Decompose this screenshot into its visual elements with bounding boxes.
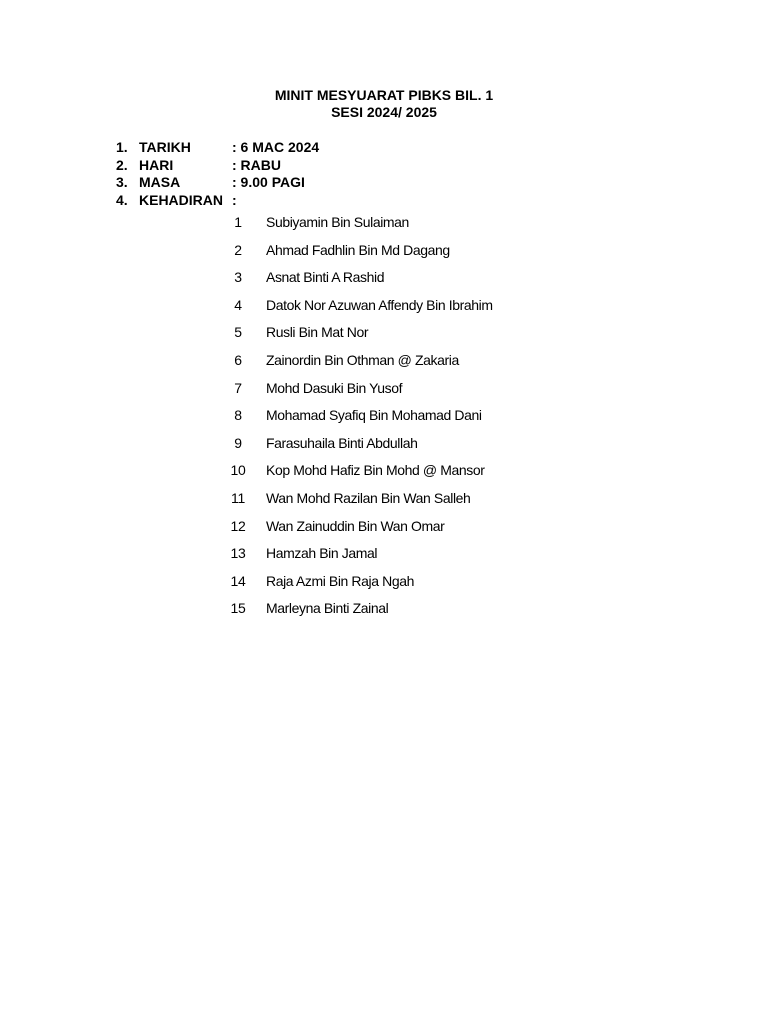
attendee-name: Raja Azmi Bin Raja Ngah (266, 572, 414, 589)
attendee-name: Hamzah Bin Jamal (266, 545, 378, 562)
attendee-name: Wan Mohd Razilan Bin Wan Salleh (266, 489, 471, 506)
info-label: KEHADIRAN (139, 192, 223, 209)
attendee-name: Marleyna Binti Zainal (266, 600, 389, 617)
info-value: : 6 MAC 2024 (232, 139, 320, 155)
info-value: : RABU (232, 156, 281, 173)
list-item (222, 209, 622, 237)
attendee-number: 12 (230, 517, 246, 534)
attendee-number: 11 (231, 489, 245, 506)
list-item (222, 595, 622, 623)
attendee-number: 15 (230, 600, 246, 617)
list-item (222, 513, 622, 541)
attendee-name: Rusli Bin Mat Nor (266, 324, 369, 341)
list-item (222, 540, 622, 568)
list-item (222, 347, 622, 375)
attendee-number: 7 (234, 379, 242, 396)
info-value: : (232, 192, 237, 209)
list-item (222, 568, 622, 596)
attendee-name: Mohamad Syafiq Bin Mohamad Dani (266, 407, 482, 424)
attendee-number: 14 (230, 572, 246, 589)
attendee-number: 6 (234, 351, 242, 368)
attendee-number: 5 (234, 324, 242, 341)
info-label: HARI (139, 156, 174, 173)
list-item (222, 402, 622, 430)
attendee-name: Asnat Binti A Rashid (266, 269, 385, 286)
attendee-name: Mohd Dasuki Bin Yusof (266, 379, 403, 396)
list-item (222, 430, 622, 458)
attendee-number: 3 (234, 269, 242, 286)
attendee-number: 2 (234, 241, 242, 258)
info-label: MASA (139, 174, 181, 191)
attendee-name: Subiyamin Bin Sulaiman (266, 214, 409, 230)
attendee-name: Datok Nor Azuwan Affendy Bin Ibrahim (266, 296, 493, 313)
list-item (222, 457, 622, 485)
info-number: 3. (116, 174, 128, 191)
info-number: 2. (116, 156, 128, 173)
attendee-number: 4 (234, 296, 242, 313)
attendee-name: Ahmad Fadhlin Bin Md Dagang (266, 241, 450, 258)
document-subtitle: SESI 2024/ 2025 (331, 104, 437, 120)
attendee-number: 9 (234, 434, 242, 451)
list-item (222, 485, 622, 513)
attendee-number: 13 (230, 545, 246, 562)
attendee-name: Kop Mohd Hafiz Bin Mohd @ Mansor (266, 462, 485, 479)
info-value: : 9.00 PAGI (232, 174, 305, 191)
list-item (222, 264, 622, 292)
attendee-number: 1 (234, 214, 242, 230)
info-number: 4. (116, 192, 128, 209)
list-item (222, 319, 622, 347)
attendee-name: Zainordin Bin Othman @ Zakaria (266, 351, 459, 368)
attendance-list (222, 209, 622, 623)
attendee-name: Wan Zainuddin Bin Wan Omar (266, 517, 445, 534)
attendee-number: 10 (230, 462, 246, 479)
info-label: TARIKH (139, 139, 191, 155)
attendee-number: 8 (234, 407, 242, 424)
list-item (222, 292, 622, 320)
info-number: 1. (116, 139, 128, 155)
list-item (222, 237, 622, 265)
list-item (222, 375, 622, 403)
document-title: MINIT MESYUARAT PIBKS BIL. 1 (274, 87, 494, 103)
attendee-name: Farasuhaila Binti Abdullah (266, 434, 418, 451)
